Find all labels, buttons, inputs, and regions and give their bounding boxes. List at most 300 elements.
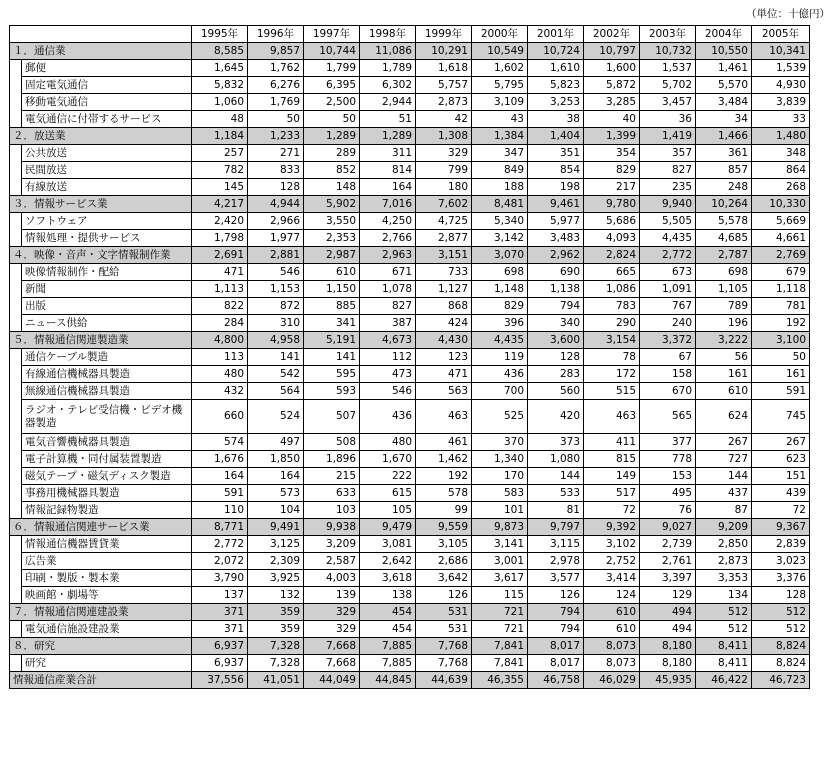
row-value: 624 bbox=[696, 400, 752, 434]
table-row bbox=[10, 315, 810, 332]
row-value: 432 bbox=[192, 383, 248, 400]
table-row bbox=[10, 264, 810, 281]
row-value: 7,841 bbox=[472, 655, 528, 672]
row-value: 128 bbox=[528, 349, 584, 366]
row-value: 1,118 bbox=[752, 281, 810, 298]
category-value: 9,780 bbox=[584, 196, 640, 213]
category-value: 10,549 bbox=[472, 43, 528, 60]
indent-cell bbox=[10, 298, 22, 315]
row-value: 8,411 bbox=[696, 655, 752, 672]
total-value: 45,935 bbox=[640, 672, 696, 689]
row-value: 2,420 bbox=[192, 213, 248, 230]
row-value: 4,725 bbox=[416, 213, 472, 230]
row-value: 8,017 bbox=[528, 655, 584, 672]
category-value: 7,885 bbox=[360, 638, 416, 655]
row-label: 磁気テープ・磁気ディスク製造 bbox=[22, 468, 192, 485]
row-value: 283 bbox=[528, 366, 584, 383]
row-value: 359 bbox=[248, 621, 304, 638]
row-value: 36 bbox=[640, 111, 696, 128]
row-value: 822 bbox=[192, 298, 248, 315]
row-value: 2,072 bbox=[192, 553, 248, 570]
year-header: 2004年 bbox=[696, 26, 752, 43]
category-value: 9,938 bbox=[304, 519, 360, 536]
row-value: 2,761 bbox=[640, 553, 696, 570]
table-row bbox=[10, 366, 810, 383]
category-value: 10,550 bbox=[696, 43, 752, 60]
table-body bbox=[10, 43, 810, 689]
category-value: 4,800 bbox=[192, 332, 248, 349]
row-value: 222 bbox=[360, 468, 416, 485]
row-value: 1,676 bbox=[192, 451, 248, 468]
indent-cell bbox=[10, 485, 22, 502]
total-value: 37,556 bbox=[192, 672, 248, 689]
row-value: 4,250 bbox=[360, 213, 416, 230]
row-value: 5,570 bbox=[696, 77, 752, 94]
row-value: 827 bbox=[640, 162, 696, 179]
row-value: 137 bbox=[192, 587, 248, 604]
row-value: 3,115 bbox=[528, 536, 584, 553]
category-value: 9,797 bbox=[528, 519, 584, 536]
row-label: 映画館・劇場等 bbox=[22, 587, 192, 604]
indent-cell bbox=[10, 434, 22, 451]
row-value: 782 bbox=[192, 162, 248, 179]
row-value: 463 bbox=[416, 400, 472, 434]
row-value: 271 bbox=[248, 145, 304, 162]
row-value: 885 bbox=[304, 298, 360, 315]
row-value: 5,795 bbox=[472, 77, 528, 94]
table-row bbox=[10, 655, 810, 672]
row-value: 126 bbox=[528, 587, 584, 604]
row-value: 2,873 bbox=[416, 94, 472, 111]
table-row bbox=[10, 468, 810, 485]
indent-cell bbox=[10, 315, 22, 332]
row-value: 128 bbox=[248, 179, 304, 196]
category-value: 454 bbox=[360, 604, 416, 621]
row-value: 610 bbox=[584, 621, 640, 638]
row-value: 145 bbox=[192, 179, 248, 196]
row-value: 119 bbox=[472, 349, 528, 366]
table-row bbox=[10, 485, 810, 502]
category-value: 4,673 bbox=[360, 332, 416, 349]
row-value: 387 bbox=[360, 315, 416, 332]
row-value: 546 bbox=[248, 264, 304, 281]
row-value: 310 bbox=[248, 315, 304, 332]
row-value: 43 bbox=[472, 111, 528, 128]
row-value: 2,739 bbox=[640, 536, 696, 553]
total-value: 46,723 bbox=[752, 672, 810, 689]
row-value: 3,353 bbox=[696, 570, 752, 587]
row-label: 情報記録物製造 bbox=[22, 502, 192, 519]
row-value: 783 bbox=[584, 298, 640, 315]
total-value: 44,049 bbox=[304, 672, 360, 689]
category-value: 8,411 bbox=[696, 638, 752, 655]
row-value: 671 bbox=[360, 264, 416, 281]
year-header: 2003年 bbox=[640, 26, 696, 43]
row-value: 139 bbox=[304, 587, 360, 604]
row-value: 170 bbox=[472, 468, 528, 485]
row-value: 180 bbox=[416, 179, 472, 196]
row-value: 3,577 bbox=[528, 570, 584, 587]
row-value: 144 bbox=[696, 468, 752, 485]
table-row bbox=[10, 536, 810, 553]
row-value: 1,153 bbox=[248, 281, 304, 298]
row-value: 1,148 bbox=[472, 281, 528, 298]
row-value: 679 bbox=[752, 264, 810, 281]
category-value: 3,600 bbox=[528, 332, 584, 349]
row-value: 110 bbox=[192, 502, 248, 519]
row-value: 235 bbox=[640, 179, 696, 196]
row-value: 623 bbox=[752, 451, 810, 468]
indent-cell bbox=[10, 213, 22, 230]
statistics-table bbox=[9, 25, 810, 689]
row-value: 507 bbox=[304, 400, 360, 434]
category-value: 2,962 bbox=[528, 247, 584, 264]
year-header: 1998年 bbox=[360, 26, 416, 43]
row-value: 563 bbox=[416, 383, 472, 400]
row-value: 3,081 bbox=[360, 536, 416, 553]
row-value: 4,930 bbox=[752, 77, 810, 94]
row-value: 112 bbox=[360, 349, 416, 366]
row-value: 3,105 bbox=[416, 536, 472, 553]
table-row bbox=[10, 230, 810, 247]
row-label: 情報処理・提供サービス bbox=[22, 230, 192, 247]
row-value: 778 bbox=[640, 451, 696, 468]
row-value: 2,686 bbox=[416, 553, 472, 570]
row-value: 1,645 bbox=[192, 60, 248, 77]
category-value: 10,724 bbox=[528, 43, 584, 60]
row-value: 240 bbox=[640, 315, 696, 332]
category-value: 2,963 bbox=[360, 247, 416, 264]
row-value: 1,080 bbox=[528, 451, 584, 468]
row-value: 1,127 bbox=[416, 281, 472, 298]
row-value: 1,896 bbox=[304, 451, 360, 468]
row-value: 1,138 bbox=[528, 281, 584, 298]
row-value: 673 bbox=[640, 264, 696, 281]
year-header: 2000年 bbox=[472, 26, 528, 43]
row-value: 3,414 bbox=[584, 570, 640, 587]
row-value: 198 bbox=[528, 179, 584, 196]
row-label: 無線通信機械器具製造 bbox=[22, 383, 192, 400]
row-label: 有線放送 bbox=[22, 179, 192, 196]
row-value: 2,873 bbox=[696, 553, 752, 570]
row-value: 78 bbox=[584, 349, 640, 366]
row-value: 1,762 bbox=[248, 60, 304, 77]
category-value: 3,154 bbox=[584, 332, 640, 349]
row-value: 665 bbox=[584, 264, 640, 281]
category-value: 2,787 bbox=[696, 247, 752, 264]
category-value: 8,771 bbox=[192, 519, 248, 536]
row-value: 151 bbox=[752, 468, 810, 485]
total-value: 44,845 bbox=[360, 672, 416, 689]
category-value: 9,491 bbox=[248, 519, 304, 536]
row-value: 2,500 bbox=[304, 94, 360, 111]
category-value: 7,768 bbox=[416, 638, 472, 655]
row-value: 217 bbox=[584, 179, 640, 196]
row-value: 51 bbox=[360, 111, 416, 128]
row-value: 3,109 bbox=[472, 94, 528, 111]
row-value: 1,977 bbox=[248, 230, 304, 247]
row-value: 593 bbox=[304, 383, 360, 400]
row-value: 512 bbox=[752, 621, 810, 638]
category-value: 794 bbox=[528, 604, 584, 621]
category-value: 5,902 bbox=[304, 196, 360, 213]
row-value: 289 bbox=[304, 145, 360, 162]
category-row bbox=[10, 638, 810, 655]
category-value: 2,772 bbox=[640, 247, 696, 264]
row-value: 4,435 bbox=[640, 230, 696, 247]
row-value: 767 bbox=[640, 298, 696, 315]
row-value: 512 bbox=[696, 621, 752, 638]
category-row bbox=[10, 604, 810, 621]
row-value: 3,141 bbox=[472, 536, 528, 553]
row-label: ラジオ・テレビ受信機・ビデオ機器製造 bbox=[22, 400, 192, 434]
row-value: 864 bbox=[752, 162, 810, 179]
row-value: 517 bbox=[584, 485, 640, 502]
category-row bbox=[10, 196, 810, 213]
category-value: 3,372 bbox=[640, 332, 696, 349]
row-value: 105 bbox=[360, 502, 416, 519]
row-value: 7,328 bbox=[248, 655, 304, 672]
row-value: 533 bbox=[528, 485, 584, 502]
row-value: 480 bbox=[360, 434, 416, 451]
category-value: 531 bbox=[416, 604, 472, 621]
row-value: 101 bbox=[472, 502, 528, 519]
row-value: 794 bbox=[528, 621, 584, 638]
row-value: 542 bbox=[248, 366, 304, 383]
row-value: 141 bbox=[248, 349, 304, 366]
indent-cell bbox=[10, 655, 22, 672]
category-label: ８．研究 bbox=[10, 638, 192, 655]
row-value: 361 bbox=[696, 145, 752, 162]
category-value: 7,016 bbox=[360, 196, 416, 213]
row-value: 50 bbox=[752, 349, 810, 366]
row-value: 1,461 bbox=[696, 60, 752, 77]
category-value: 1,289 bbox=[360, 128, 416, 145]
row-value: 50 bbox=[304, 111, 360, 128]
row-value: 2,877 bbox=[416, 230, 472, 247]
row-value: 583 bbox=[472, 485, 528, 502]
category-value: 3,070 bbox=[472, 247, 528, 264]
row-value: 164 bbox=[192, 468, 248, 485]
row-value: 172 bbox=[584, 366, 640, 383]
row-label: 郵便 bbox=[22, 60, 192, 77]
indent-cell bbox=[10, 281, 22, 298]
row-value: 2,766 bbox=[360, 230, 416, 247]
row-value: 370 bbox=[472, 434, 528, 451]
row-value: 348 bbox=[752, 145, 810, 162]
total-value: 44,639 bbox=[416, 672, 472, 689]
row-label: 移動電気通信 bbox=[22, 94, 192, 111]
row-value: 815 bbox=[584, 451, 640, 468]
row-value: 574 bbox=[192, 434, 248, 451]
category-value: 329 bbox=[304, 604, 360, 621]
row-value: 196 bbox=[696, 315, 752, 332]
category-value: 10,744 bbox=[304, 43, 360, 60]
category-value: 8,585 bbox=[192, 43, 248, 60]
row-value: 610 bbox=[696, 383, 752, 400]
category-value: 3,151 bbox=[416, 247, 472, 264]
category-label: ５．情報通信関連製造業 bbox=[10, 332, 192, 349]
row-value: 1,086 bbox=[584, 281, 640, 298]
row-value: 161 bbox=[752, 366, 810, 383]
row-label: 有線通信機械器具製造 bbox=[22, 366, 192, 383]
row-value: 670 bbox=[640, 383, 696, 400]
row-value: 573 bbox=[248, 485, 304, 502]
category-value: 9,027 bbox=[640, 519, 696, 536]
indent-cell bbox=[10, 621, 22, 638]
row-value: 5,757 bbox=[416, 77, 472, 94]
category-value: 7,602 bbox=[416, 196, 472, 213]
indent-cell bbox=[10, 111, 22, 128]
row-value: 2,966 bbox=[248, 213, 304, 230]
indent-cell bbox=[10, 77, 22, 94]
row-label: 広告業 bbox=[22, 553, 192, 570]
row-value: 3,397 bbox=[640, 570, 696, 587]
row-value: 546 bbox=[360, 383, 416, 400]
row-value: 4,003 bbox=[304, 570, 360, 587]
category-row bbox=[10, 247, 810, 264]
category-value: 512 bbox=[696, 604, 752, 621]
category-label: ２．放送業 bbox=[10, 128, 192, 145]
row-value: 267 bbox=[696, 434, 752, 451]
row-value: 591 bbox=[192, 485, 248, 502]
row-value: 508 bbox=[304, 434, 360, 451]
row-value: 3,484 bbox=[696, 94, 752, 111]
row-label: ニュース供給 bbox=[22, 315, 192, 332]
category-value: 10,797 bbox=[584, 43, 640, 60]
row-value: 3,285 bbox=[584, 94, 640, 111]
row-value: 158 bbox=[640, 366, 696, 383]
category-value: 9,873 bbox=[472, 519, 528, 536]
category-value: 9,479 bbox=[360, 519, 416, 536]
table-row bbox=[10, 621, 810, 638]
indent-cell bbox=[10, 451, 22, 468]
row-value: 72 bbox=[584, 502, 640, 519]
row-value: 48 bbox=[192, 111, 248, 128]
row-label: 公共放送 bbox=[22, 145, 192, 162]
row-label: 新聞 bbox=[22, 281, 192, 298]
row-value: 6,302 bbox=[360, 77, 416, 94]
row-value: 2,642 bbox=[360, 553, 416, 570]
indent-cell bbox=[10, 400, 22, 434]
category-value: 1,384 bbox=[472, 128, 528, 145]
row-value: 134 bbox=[696, 587, 752, 604]
row-value: 2,752 bbox=[584, 553, 640, 570]
row-value: 3,142 bbox=[472, 230, 528, 247]
table-row bbox=[10, 570, 810, 587]
indent-cell bbox=[10, 179, 22, 196]
category-value: 9,940 bbox=[640, 196, 696, 213]
row-value: 524 bbox=[248, 400, 304, 434]
row-value: 439 bbox=[752, 485, 810, 502]
row-value: 8,180 bbox=[640, 655, 696, 672]
row-value: 565 bbox=[640, 400, 696, 434]
row-value: 1,789 bbox=[360, 60, 416, 77]
category-value: 1,399 bbox=[584, 128, 640, 145]
row-value: 3,642 bbox=[416, 570, 472, 587]
row-value: 872 bbox=[248, 298, 304, 315]
row-value: 564 bbox=[248, 383, 304, 400]
row-label: 研究 bbox=[22, 655, 192, 672]
row-value: 1,798 bbox=[192, 230, 248, 247]
category-value: 2,987 bbox=[304, 247, 360, 264]
row-value: 833 bbox=[248, 162, 304, 179]
category-value: 371 bbox=[192, 604, 248, 621]
row-value: 3,457 bbox=[640, 94, 696, 111]
indent-cell bbox=[10, 536, 22, 553]
table-row bbox=[10, 94, 810, 111]
category-row bbox=[10, 128, 810, 145]
row-value: 329 bbox=[416, 145, 472, 162]
row-value: 5,578 bbox=[696, 213, 752, 230]
row-value: 126 bbox=[416, 587, 472, 604]
row-label: 映像情報制作・配給 bbox=[22, 264, 192, 281]
row-value: 3,125 bbox=[248, 536, 304, 553]
table-row bbox=[10, 60, 810, 77]
row-value: 215 bbox=[304, 468, 360, 485]
category-row bbox=[10, 519, 810, 536]
row-value: 436 bbox=[472, 366, 528, 383]
row-value: 411 bbox=[584, 434, 640, 451]
category-value: 8,481 bbox=[472, 196, 528, 213]
row-value: 3,376 bbox=[752, 570, 810, 587]
row-value: 3,483 bbox=[528, 230, 584, 247]
row-label: 電気通信に付帯するサービス bbox=[22, 111, 192, 128]
total-label: 情報通信産業合計 bbox=[10, 672, 192, 689]
row-value: 104 bbox=[248, 502, 304, 519]
row-value: 1,769 bbox=[248, 94, 304, 111]
category-value: 11,086 bbox=[360, 43, 416, 60]
table-row bbox=[10, 349, 810, 366]
row-value: 1,539 bbox=[752, 60, 810, 77]
category-value: 8,073 bbox=[584, 638, 640, 655]
row-value: 1,618 bbox=[416, 60, 472, 77]
row-value: 1,105 bbox=[696, 281, 752, 298]
row-value: 284 bbox=[192, 315, 248, 332]
category-label: １．通信業 bbox=[10, 43, 192, 60]
row-value: 144 bbox=[528, 468, 584, 485]
row-value: 8,073 bbox=[584, 655, 640, 672]
category-value: 1,419 bbox=[640, 128, 696, 145]
row-value: 660 bbox=[192, 400, 248, 434]
row-value: 257 bbox=[192, 145, 248, 162]
row-value: 354 bbox=[584, 145, 640, 162]
row-value: 192 bbox=[752, 315, 810, 332]
row-value: 4,661 bbox=[752, 230, 810, 247]
row-value: 698 bbox=[696, 264, 752, 281]
table-row bbox=[10, 213, 810, 230]
row-value: 494 bbox=[640, 621, 696, 638]
row-value: 268 bbox=[752, 179, 810, 196]
category-value: 4,430 bbox=[416, 332, 472, 349]
category-value: 9,857 bbox=[248, 43, 304, 60]
row-value: 1,340 bbox=[472, 451, 528, 468]
row-value: 340 bbox=[528, 315, 584, 332]
category-row bbox=[10, 43, 810, 60]
row-value: 123 bbox=[416, 349, 472, 366]
row-value: 56 bbox=[696, 349, 752, 366]
row-value: 81 bbox=[528, 502, 584, 519]
row-value: 2,309 bbox=[248, 553, 304, 570]
row-value: 578 bbox=[416, 485, 472, 502]
row-value: 2,587 bbox=[304, 553, 360, 570]
table-row bbox=[10, 162, 810, 179]
row-value: 868 bbox=[416, 298, 472, 315]
category-value: 3,222 bbox=[696, 332, 752, 349]
row-value: 128 bbox=[752, 587, 810, 604]
row-value: 161 bbox=[696, 366, 752, 383]
total-value: 46,422 bbox=[696, 672, 752, 689]
